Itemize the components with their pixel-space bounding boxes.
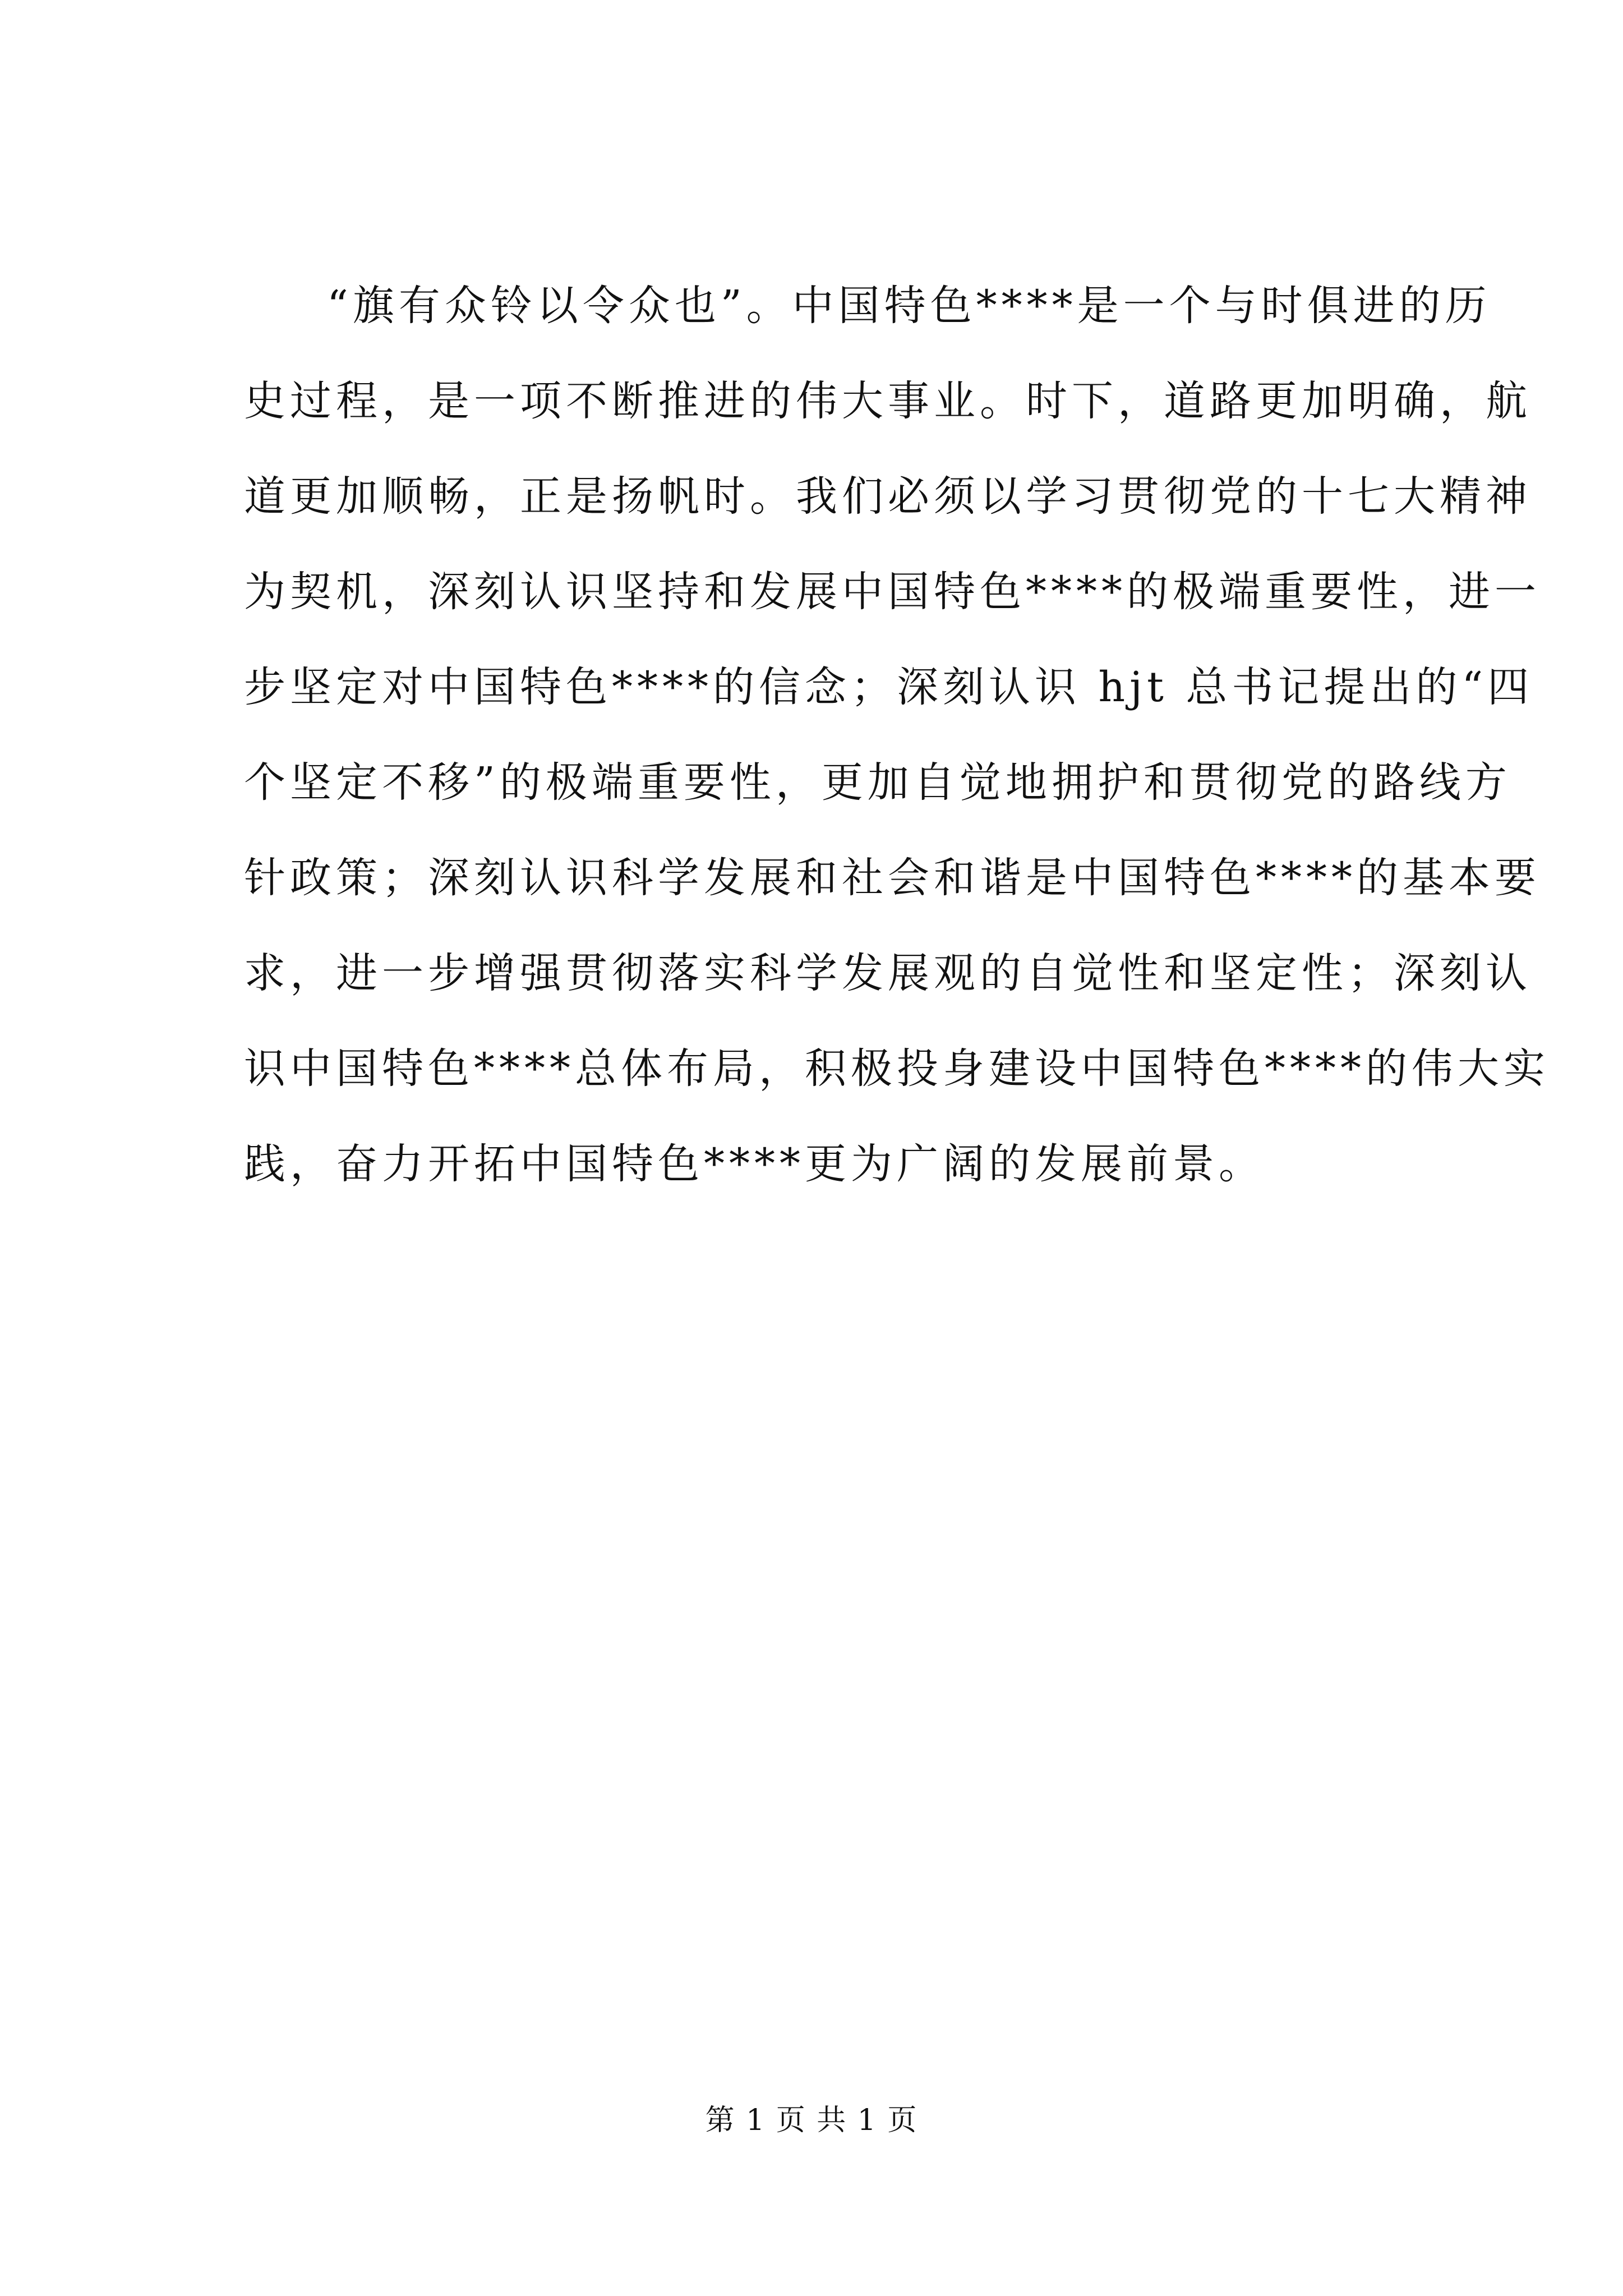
paragraph-line-8: 求，进一步增强贯彻落实科学发展观的自觉性和坚定性；深刻认 [244,949,1532,997]
paragraph-line-9: 识中国特色****总体布局，积极投身建设中国特色****的伟大实 [244,1045,1550,1093]
paragraph-line-2: 史过程，是一项不断推进的伟大事业。时下，道路更加明确，航 [244,377,1532,425]
paragraph-line-5: 步坚定对中国特色****的信念；深刻认识 hjt 总书记提出的“四 [244,663,1534,711]
page-number: 第 1 页 共 1 页 [705,2104,918,2137]
page-footer [0,2101,1623,2140]
paragraph-line-7: 针政策；深刻认识科学发展和社会和谐是中国特色****的基本要 [244,854,1541,902]
paragraph-line-10: 践，奋力开拓中国特色****更为广阔的发展前景。 [244,1140,1265,1188]
paragraph-line-6: 个坚定不移”的极端重要性，更加自觉地拥护和贯彻党的路线方 [244,758,1511,807]
body-paragraph [244,258,1550,1212]
paragraph-line-3: 道更加顺畅，正是扬帆时。我们必须以学习贯彻党的十七大精神 [244,472,1532,521]
paragraph-line-1: “旗有众铃以令众也”。中国特色****是一个与时俱进的历 [327,282,1491,330]
paragraph-line-4: 为契机，深刻认识坚持和发展中国特色****的极端重要性，进一 [244,568,1541,616]
